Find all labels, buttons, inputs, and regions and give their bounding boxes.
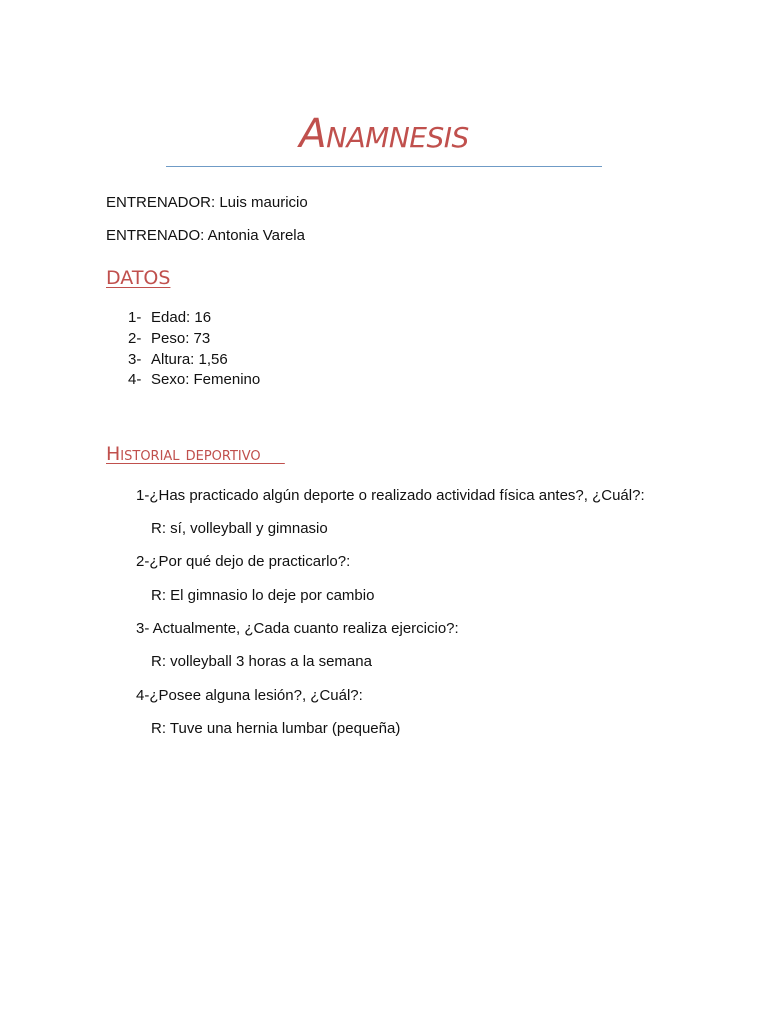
coach-line: ENTRENADOR: Luis mauricio — [106, 194, 308, 211]
historial-heading: Historial deportivo — [106, 443, 285, 465]
document-title: Anamnesis — [299, 111, 469, 157]
datos-heading: DATOS — [106, 267, 171, 289]
list-number: 3- — [128, 351, 142, 368]
question-2: 2-¿Por qué dejo de practicarlo?: — [136, 553, 351, 570]
list-text: Peso: 73 — [151, 330, 211, 347]
title-underline — [166, 166, 602, 167]
datos-item — [128, 371, 260, 389]
answer-2: R: El gimnasio lo deje por cambio — [151, 587, 375, 604]
question-3: 3- Actualmente, ¿Cada cuanto realiza ejercicio?: — [136, 620, 459, 637]
list-text: Altura: 1,56 — [151, 351, 228, 368]
list-number: 1- — [128, 309, 142, 326]
list-number: 4- — [128, 371, 142, 388]
list-text: Edad: 16 — [151, 309, 212, 326]
answer-3: R: volleyball 3 horas a la semana — [151, 653, 372, 670]
datos-item — [128, 309, 211, 327]
list-text: Sexo: Femenino — [151, 371, 261, 388]
answer-4: R: Tuve una hernia lumbar (pequeña) — [151, 720, 401, 737]
answer-1: R: sí, volleyball y gimnasio — [151, 520, 328, 537]
datos-item — [128, 330, 210, 348]
datos-item — [128, 351, 228, 369]
question-1: 1-¿Has practicado algún deporte o realizado actividad física antes?, ¿Cuál?: — [136, 487, 645, 504]
list-number: 2- — [128, 330, 142, 347]
question-4: 4-¿Posee alguna lesión?, ¿Cuál?: — [136, 687, 363, 704]
trainee-line: ENTRENADO: Antonia Varela — [106, 227, 305, 244]
